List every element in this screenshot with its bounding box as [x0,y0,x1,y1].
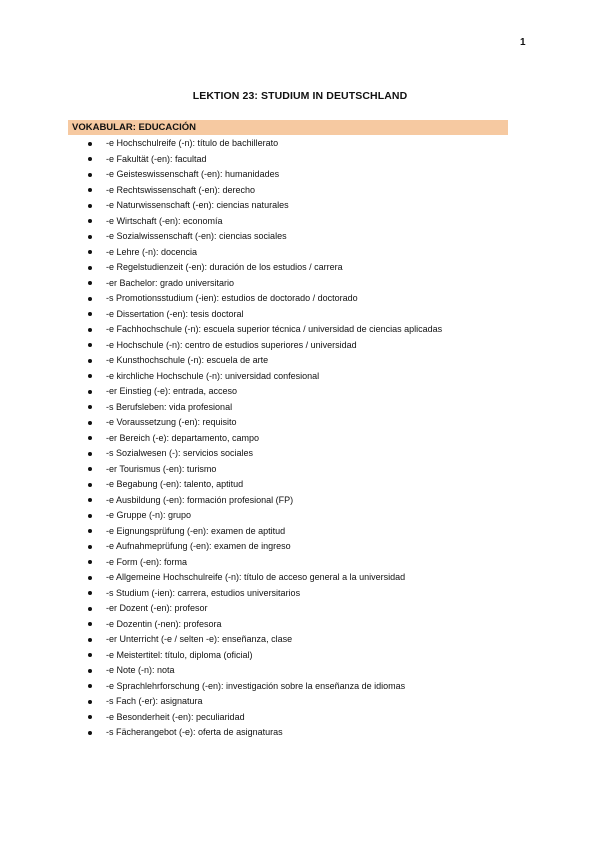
list-item [88,152,442,168]
bullet-icon [88,157,92,161]
vocab-entry: -e Form (-en): forma [106,556,188,567]
bullet-icon [88,343,92,347]
bullet-icon [88,731,92,735]
bullet-icon [88,235,92,239]
section-header: VOKABULAR: EDUCACIÓN [68,120,508,135]
bullet-icon [88,622,92,626]
bullet-icon [88,529,92,533]
list-item [88,710,442,726]
bullet-icon [88,421,92,425]
bullet-icon [88,591,92,595]
bullet-icon [88,545,92,549]
bullet-icon [88,607,92,611]
vocab-entry: -e Fachhochschule (-n): escuela superior técnica / universidad de ciencias aplicadas [106,324,443,334]
list-item [88,632,442,648]
bullet-icon [88,669,92,673]
vocabulary-list [88,136,442,741]
vocab-entry: -e Geisteswissenschaft (-en): humanidades [106,169,280,179]
bullet-icon [88,142,92,146]
list-item [88,679,442,695]
list-item [88,183,442,199]
list-item [88,493,442,509]
document-title: LEKTION 23: STUDIUM IN DEUTSCHLAND [192,90,408,102]
vocab-entry: -e Note (-n): nota [106,665,175,675]
vocab-entry: -e Rechtswissenschaft (-en): derecho [106,184,256,195]
list-item [88,431,442,447]
bullet-icon [88,700,92,704]
vocab-entry: -e kirchliche Hochschule (-n): universidad confesional [106,370,320,381]
list-item [88,276,442,292]
list-item [88,570,442,586]
list-item [88,400,442,416]
bullet-icon [88,266,92,270]
list-item [88,322,442,338]
bullet-icon [88,173,92,177]
vocab-entry: -e Voraussetzung (-en): requisito [106,417,237,427]
bullet-icon [88,653,92,657]
list-item [88,415,442,431]
vocab-entry: -s Sozialwesen (-): servicios sociales [106,448,254,458]
list-item [88,617,442,633]
list-item [88,694,442,710]
list-item [88,136,442,152]
bullet-icon [88,498,92,502]
vocab-entry: -e Aufnahmeprüfung (-en): examen de ingreso [106,541,291,551]
bullet-icon [88,560,92,564]
vocab-entry: -e Wirtschaft (-en): economía [106,215,223,226]
list-item [88,291,442,307]
vocab-entry: -e Eignungsprüfung (-en): examen de aptitud [106,525,286,536]
vocab-entry: -e Allgemeine Hochschulreife (-n): título de acceso general a la universidad [106,572,406,582]
bullet-icon [88,483,92,487]
vocab-entry: -e Lehre (-n): docencia [106,246,198,257]
vocab-entry: -e Besonderheit (-en): peculiaridad [106,711,245,722]
list-item [88,725,442,741]
vocab-entry: -e Hochschule (-n): centro de estudios superiores / universidad [106,339,357,350]
list-item [88,338,442,354]
list-item [88,601,442,617]
bullet-icon [88,436,92,440]
list-item [88,508,442,524]
vocab-entry: -s Fächerangebot (-e): oferta de asignaturas [106,727,283,737]
page-number: 1 [520,37,526,48]
vocab-entry: -er Einstieg (-e): entrada, acceso [106,386,238,396]
bullet-icon [88,684,92,688]
vocab-entry: -er Bachelor: grado universitario [106,277,235,288]
list-item [88,663,442,679]
vocab-entry: -e Meistertitel: título, diploma (oficial) [106,649,253,660]
list-item [88,307,442,323]
list-item [88,539,442,555]
list-item [88,384,442,400]
bullet-icon [88,188,92,192]
vocab-entry: -e Begabung (-en): talento, aptitud [106,479,244,489]
bullet-icon [88,514,92,518]
vocab-entry: -e Naturwissenschaft (-en): ciencias naturales [106,200,289,210]
list-item [88,229,442,245]
vocab-entry: -s Promotionsstudium (-ien): estudios de doctorado / doctorado [106,293,358,303]
vocab-entry: -e Sprachlehrforschung (-en): investigación sobre la enseñanza de idiomas [106,680,406,691]
list-item [88,648,442,664]
vocab-entry: -er Unterricht (-e / selten -e): enseñanza, clase [106,634,293,644]
list-item [88,586,442,602]
bullet-icon [88,204,92,208]
vocab-entry: -e Hochschulreife (-n): título de bachillerato [106,138,279,148]
list-item [88,167,442,183]
list-item [88,198,442,214]
bullet-icon [88,281,92,285]
list-item [88,245,442,261]
bullet-icon [88,390,92,394]
vocab-entry: -er Tourismus (-en): turismo [106,463,217,474]
bullet-icon [88,297,92,301]
vocab-entry: -s Fach (-er): asignatura [106,696,203,706]
list-item [88,446,442,462]
vocab-entry: -e Dozentin (-nen): profesora [106,618,222,629]
bullet-icon [88,219,92,223]
bullet-icon [88,467,92,471]
bullet-icon [88,359,92,363]
vocab-entry: -e Kunsthochschule (-n): escuela de arte [106,355,269,365]
vocab-entry: -e Sozialwissenschaft (-en): ciencias sociales [106,231,287,241]
bullet-icon [88,405,92,409]
bullet-icon [88,576,92,580]
list-item [88,555,442,571]
vocab-entry: -er Bereich (-e): departamento, campo [106,432,260,443]
vocab-entry: -s Studium (-ien): carrera, estudios universitarios [106,587,301,598]
list-item [88,353,442,369]
bullet-icon [88,638,92,642]
list-item [88,524,442,540]
bullet-icon [88,452,92,456]
vocab-entry: -s Berufsleben: vida profesional [106,401,233,412]
vocab-entry: -er Dozent (-en): profesor [106,603,208,613]
list-item [88,477,442,493]
vocab-entry: -e Ausbildung (-en): formación profesional (FP) [106,494,294,505]
vocab-entry: -e Dissertation (-en): tesis doctoral [106,308,244,319]
bullet-icon [88,328,92,332]
bullet-icon [88,250,92,254]
bullet-icon [88,312,92,316]
list-item [88,462,442,478]
bullet-icon [88,715,92,719]
list-item [88,260,442,276]
vocab-entry: -e Fakultät (-en): facultad [106,153,207,164]
vocab-entry: -e Gruppe (-n): grupo [106,510,192,520]
list-item [88,214,442,230]
vocab-entry: -e Regelstudienzeit (-en): duración de los estudios / carrera [106,262,343,272]
bullet-icon [88,374,92,378]
list-item [88,369,442,385]
